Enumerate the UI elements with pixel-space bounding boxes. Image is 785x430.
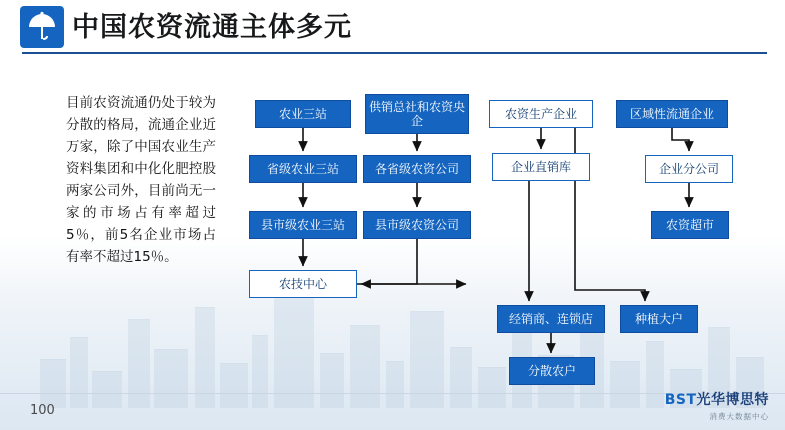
brand-logo: [665, 389, 769, 422]
node-scattered-farmers[interactable]: 分散农户: [509, 357, 595, 385]
node-agri-supermarket[interactable]: 农资超市: [651, 211, 729, 239]
brand-mark: BST: [664, 392, 697, 408]
brand-name-text: 光华博思特: [696, 392, 769, 408]
node-regional-distribution-enterprise[interactable]: 区域性流通企业: [616, 100, 728, 128]
page-number: 100: [30, 403, 55, 418]
node-agri-input-producer[interactable]: 农资生产企业: [489, 100, 593, 128]
node-agri-three-stations[interactable]: 农业三站: [255, 100, 351, 128]
node-supply-coop-central-enterprise[interactable]: 供销总社和农资央企: [365, 94, 469, 134]
node-enterprise-branch[interactable]: 企业分公司: [645, 155, 733, 183]
node-enterprise-direct-warehouse[interactable]: 企业直销库: [492, 153, 590, 181]
brand-subtitle: 消费大数据中心: [709, 412, 769, 421]
node-county-agri-company[interactable]: 县市级农资公司: [363, 211, 471, 239]
node-agri-tech-center[interactable]: 农技中心: [249, 270, 357, 298]
node-county-three-stations[interactable]: 县市级农业三站: [249, 211, 357, 239]
node-provincial-agri-company[interactable]: 各省级农资公司: [363, 155, 471, 183]
node-large-grower[interactable]: 种植大户: [620, 305, 698, 333]
node-dealer-chain-store[interactable]: 经销商、连锁店: [497, 305, 605, 333]
page-title: 中国农资流通主体多元: [72, 12, 352, 43]
brand-name: [665, 389, 769, 409]
description-paragraph: 目前农资流通仍处于较为分散的格局，流通企业近万家，除了中国农业生产资料集团和中化化肥控股两家公司外，目前尚无一家的市场占有率超过5％，前5名企业市场占有率不超过15％。: [66, 95, 216, 265]
node-provincial-three-stations[interactable]: 省级农业三站: [249, 155, 357, 183]
